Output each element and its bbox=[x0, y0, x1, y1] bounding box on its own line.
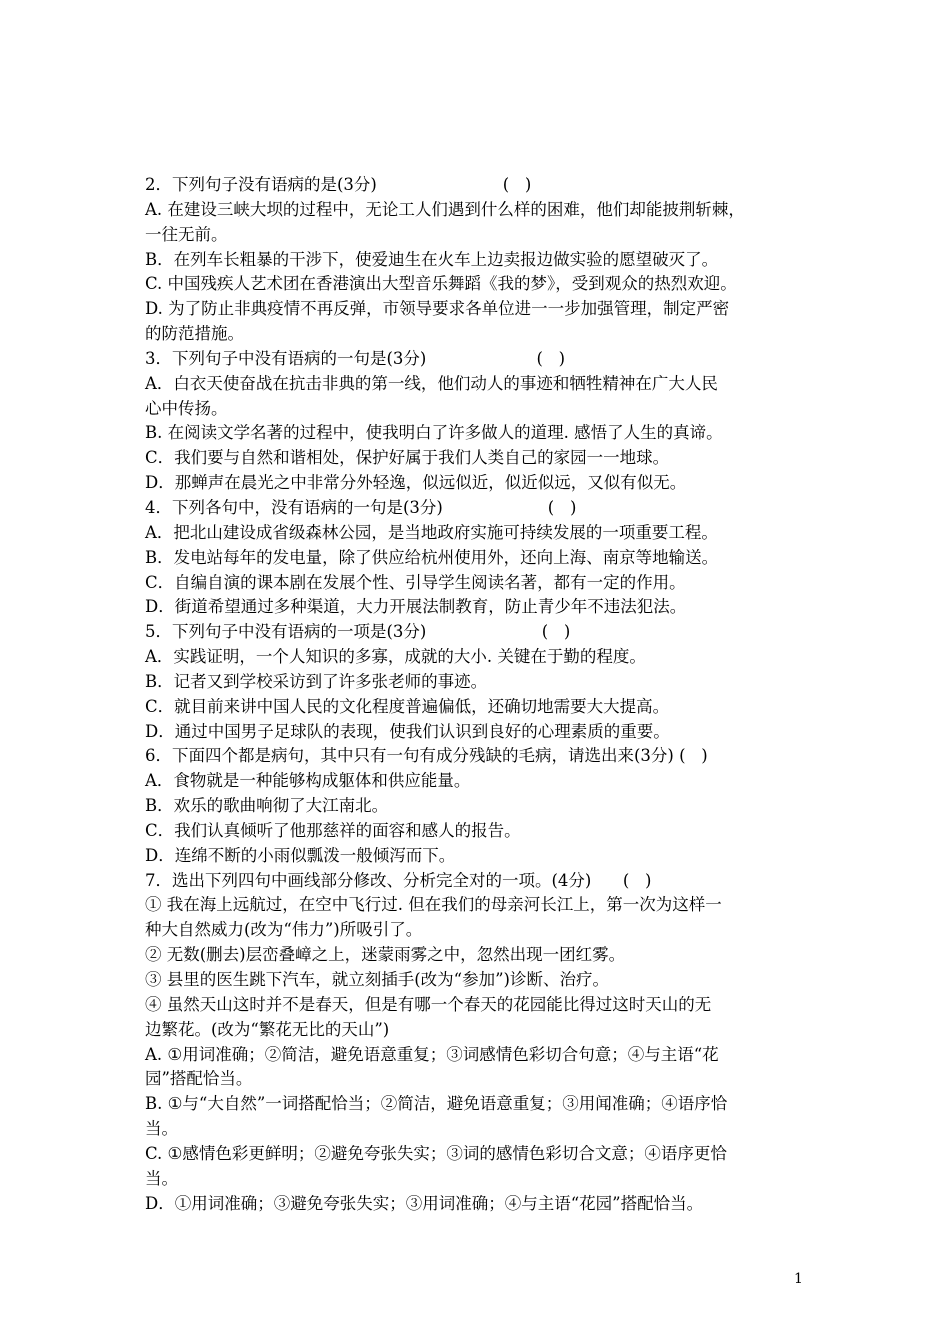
question-7-option-a-cont: 园”搭配恰当。 bbox=[145, 1069, 253, 1089]
question-5-option-b: B．记者又到学校采访到了许多张老师的事迹。 bbox=[145, 671, 488, 691]
question-2-option-d-cont: 的防范措施。 bbox=[145, 324, 244, 344]
question-3-option-d: D．那蝉声在晨光之中非常分外轻逸，似远似近，似近似远，又似有似无。 bbox=[145, 473, 687, 493]
question-7-sentence-1-cont: 种大自然威力(改为“伟力”)所吸引了。 bbox=[145, 920, 423, 940]
question-3-option-a-cont: 心中传扬。 bbox=[145, 398, 228, 418]
question-4-option-d: D．街道希望通过多种渠道，大力开展法制教育，防止青少年不违法犯法。 bbox=[145, 597, 687, 617]
question-5-option-c: C．就目前来讲中国人民的文化程度普遍偏低，还确切地需要大大提高。 bbox=[145, 696, 670, 716]
question-2-stem: 2．下列句子没有语病的是(3分) ( ) bbox=[145, 175, 532, 194]
question-7-sentence-4-cont: 边繁花。(改为“繁花无比的天山”) bbox=[145, 1019, 390, 1039]
question-3-option-c: C．我们要与自然和谐相处，保护好属于我们人类自己的家园一一地球。 bbox=[145, 448, 670, 468]
question-6-option-b: B．欢乐的歌曲响彻了大江南北。 bbox=[145, 796, 389, 816]
question-2-option-a: A. 在建设三峡大坝的过程中，无论工人们遇到什么样的困难，他们却能披荆斩棘， bbox=[145, 199, 745, 219]
question-7-option-c-cont: 当。 bbox=[145, 1168, 178, 1188]
question-7-stem: 7．选出下列四句中画线部分修改、分析完全对的一项。(4分) ( ) bbox=[145, 870, 652, 890]
question-7-option-b: B. ①与“大自然”一词搭配恰当；②简洁，避免语意重复；③用闻准确；④语序恰 bbox=[145, 1094, 728, 1114]
question-7-sentence-2: ② 无数(删去)层峦叠嶂之上，迷蒙雨雾之中，忽然出现一团红雾。 bbox=[145, 945, 626, 965]
question-7-sentence-3: ③ 县里的医生跳下汽车，就立刻插手(改为“参加”)诊断、治疗。 bbox=[145, 970, 609, 989]
question-4-option-a: A．把北山建设成省级森林公园，是当地政府实施可持续发展的一项重要工程。 bbox=[145, 522, 718, 542]
question-4-option-c: C．自编自演的课本剧在发展个性、引导学生阅读名著，都有一定的作用。 bbox=[145, 572, 686, 592]
question-6-stem: 6．下面四个都是病句，其中只有一句有成分残缺的毛病，请选出来(3分) ( ) bbox=[145, 746, 708, 766]
question-7-option-b-cont: 当。 bbox=[145, 1119, 178, 1139]
question-7-sentence-1: ① 我在海上远航过，在空中飞行过. 但在我们的母亲河长江上，第一次为这样一 bbox=[145, 895, 722, 915]
question-2-option-c: C. 中国残疾人艺术团在香港演出大型音乐舞蹈《我的梦》，受到观众的热烈欢迎。 bbox=[145, 274, 737, 294]
question-7-sentence-4: ④ 虽然天山这时并不是春天，但是有哪一个春天的花园能比得过这时天山的无 bbox=[145, 994, 712, 1014]
page-number: 1 bbox=[794, 1271, 803, 1287]
question-4-stem: 4．下列各句中，没有语病的一句是(3分) ( ) bbox=[145, 497, 577, 517]
document-body bbox=[145, 173, 811, 1216]
question-3-option-a: A．白衣天使奋战在抗击非典的第一线，他们动人的事迹和牺牲精神在广大人民 bbox=[145, 373, 718, 393]
question-7-option-c: C. ①感情色彩更鲜明；②避免夸张失实；③词的感情色彩切合文意；④语序更恰 bbox=[145, 1143, 727, 1163]
question-2-option-b: B．在列车长粗暴的干涉下，使爱迪生在火车上边卖报边做实验的愿望破灭了。 bbox=[145, 249, 719, 269]
question-2-option-d: D. 为了防止非典疫情不再反弹，市领导要求各单位进一一步加强管理，制定严密 bbox=[145, 299, 730, 319]
question-5-option-a: A．实践证明，一个人知识的多寡，成就的大小. 关键在于勤的程度。 bbox=[145, 647, 646, 667]
question-7-option-a: A. ①用词准确；②简洁，避免语意重复；③词感情色彩切合句意；④与主语“花 bbox=[145, 1044, 719, 1064]
question-5-stem: 5．下列句子中没有语病的一项是(3分) ( ) bbox=[145, 622, 571, 642]
question-3-option-b: B. 在阅读文学名著的过程中，使我明白了许多做人的道理. 感悟了人生的真谛。 bbox=[145, 423, 723, 443]
question-6-option-d: D．连绵不断的小雨似瓢泼一般倾泻而下。 bbox=[145, 845, 456, 865]
question-7-option-d: D．①用词准确；③避免夸张失实；③用词准确；④与主语“花园”搭配恰当。 bbox=[145, 1193, 704, 1213]
question-5-option-d: D．通过中国男子足球队的表现，使我们认识到良好的心理素质的重要。 bbox=[145, 721, 670, 741]
question-3-stem: 3．下列句子中没有语病的一句是(3分) ( ) bbox=[145, 348, 566, 368]
question-6-option-c: C．我们认真倾听了他那慈祥的面容和感人的报告。 bbox=[145, 820, 521, 840]
question-2-option-a-cont: 一往无前。 bbox=[145, 224, 228, 244]
question-6-option-a: A．食物就是一种能够构成躯体和供应能量。 bbox=[145, 771, 471, 791]
question-4-option-b: B．发电站每年的发电量，除了供应给杭州使用外，还向上海、南京等地输送。 bbox=[145, 547, 719, 567]
